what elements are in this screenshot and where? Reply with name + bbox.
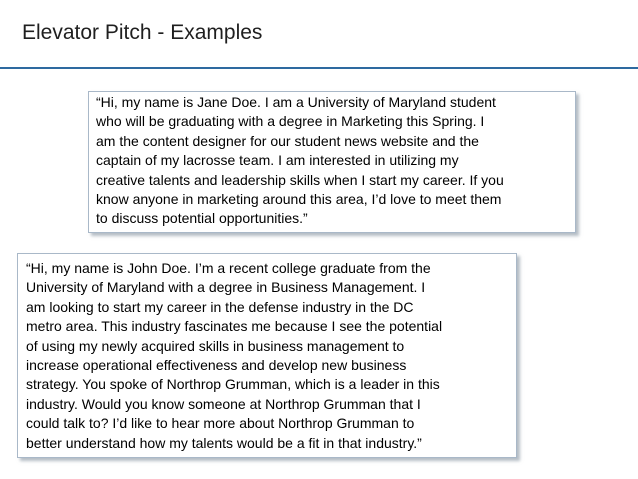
example-pitch-jane-text: “Hi, my name is Jane Doe. I am a University of Maryland student who will be graduating with a degree in Marketing this Spring. I am the content designer for our student news website and the captain of my lacrosse team. I am interested in utilizing my creative talents and leadership skills when I start my career. If you know anyone in marketing around this area, I’d love to meet them to discuss potential opportunities.” (96, 94, 504, 227)
example-pitch-jane (88, 91, 576, 233)
slide-title: Elevator Pitch - Examples (22, 21, 263, 44)
title-divider (0, 67, 638, 69)
example-pitch-john (17, 253, 517, 458)
example-pitch-john-text: “Hi, my name is John Doe. I’m a recent college graduate from the University of Maryland with a degree in Business Management. I am looking to start my career in the defense industry in the DC metro area. This industry fascinates me because I see the potential of using my newly acquired skills in business management to increase operational effectiveness and develop new business strategy. You spoke of Northrop Grumman, which is a leader in this industry. Would you know someone at Northrop Grumman that I could talk to? I’d like to hear more about Northrop Grumman to better understand how my talents would be a fit in that industry.” (26, 260, 443, 451)
